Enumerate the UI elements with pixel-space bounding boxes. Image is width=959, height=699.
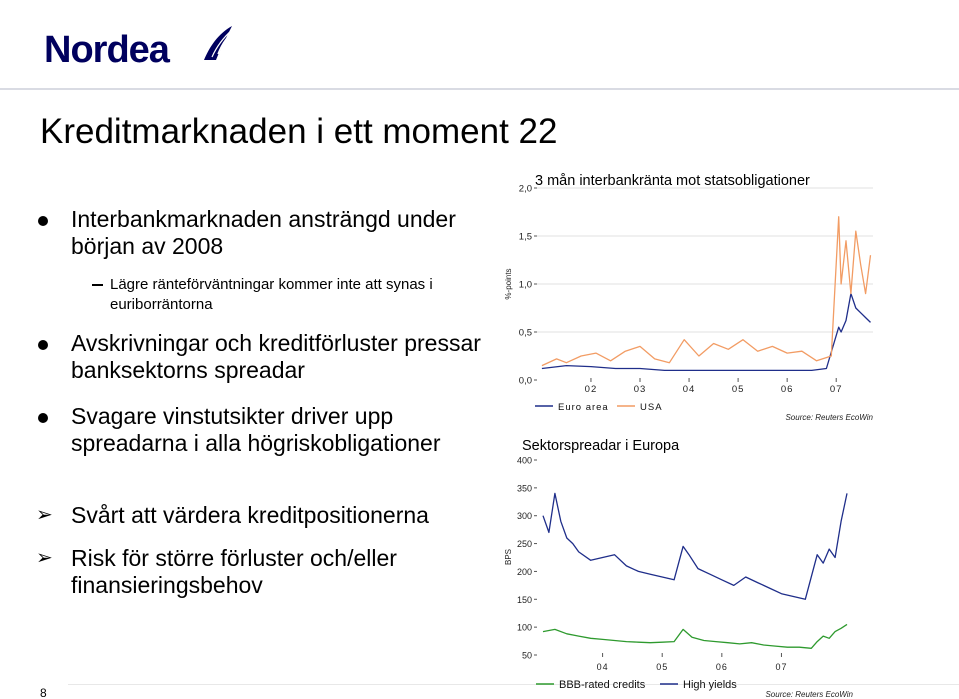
y-tick-label: 300 xyxy=(516,511,532,522)
x-tick-label: 05 xyxy=(731,384,745,395)
y-tick-label: 1,5 xyxy=(518,231,532,243)
chart-title: 3 mån interbankränta mot statsobligationer xyxy=(535,173,810,189)
x-tick-label: 07 xyxy=(829,384,843,395)
y-tick-label: 350 xyxy=(516,483,532,494)
y-tick-label: 0,5 xyxy=(518,327,532,339)
chart-source: Source: Reuters EcoWin xyxy=(765,690,853,699)
x-tick-label: 04 xyxy=(682,384,696,395)
svg-text:Nordea: Nordea xyxy=(44,29,169,71)
y-tick-label: 250 xyxy=(516,539,532,550)
y-tick-label: 400 xyxy=(516,455,532,466)
slide-title: Kreditmarknaden i ett moment 22 xyxy=(40,112,558,151)
x-tick-label: 03 xyxy=(633,384,647,395)
x-tick-label: 02 xyxy=(584,384,598,395)
legend-label: USA xyxy=(640,402,663,413)
legend-label: BBB-rated credits xyxy=(559,679,646,691)
series-line-bbb-rated-credits xyxy=(543,624,847,648)
series-line-usa xyxy=(542,217,871,366)
legend-label: High yields xyxy=(683,679,737,691)
x-tick-label: 06 xyxy=(780,384,794,395)
y-tick-label: 50 xyxy=(521,650,532,661)
arrow-bullet-icon: ➢ xyxy=(36,504,53,526)
y-tick-label: 1,0 xyxy=(518,279,532,291)
y-axis-label: %-points xyxy=(504,268,513,300)
y-tick-label: 2,0 xyxy=(518,183,532,195)
y-axis-label: BPS xyxy=(504,548,513,566)
y-tick-label: 150 xyxy=(516,594,532,605)
x-tick-label: 06 xyxy=(715,662,728,672)
page-number: 8 xyxy=(40,686,47,699)
y-tick-label: 100 xyxy=(516,622,532,633)
legend-label: Euro area xyxy=(558,402,609,413)
y-tick-label: 200 xyxy=(516,566,532,577)
x-tick-label: 04 xyxy=(596,662,609,672)
y-tick-label: 0,0 xyxy=(518,375,532,387)
chart-title: Sektorspreadar i Europa xyxy=(522,438,680,454)
x-tick-label: 07 xyxy=(775,662,788,672)
chart-source: Source: Reuters EcoWin xyxy=(785,413,873,422)
x-tick-label: 05 xyxy=(656,662,669,672)
arrow-bullet-icon: ➢ xyxy=(36,547,53,569)
series-line-high-yields xyxy=(543,493,847,599)
